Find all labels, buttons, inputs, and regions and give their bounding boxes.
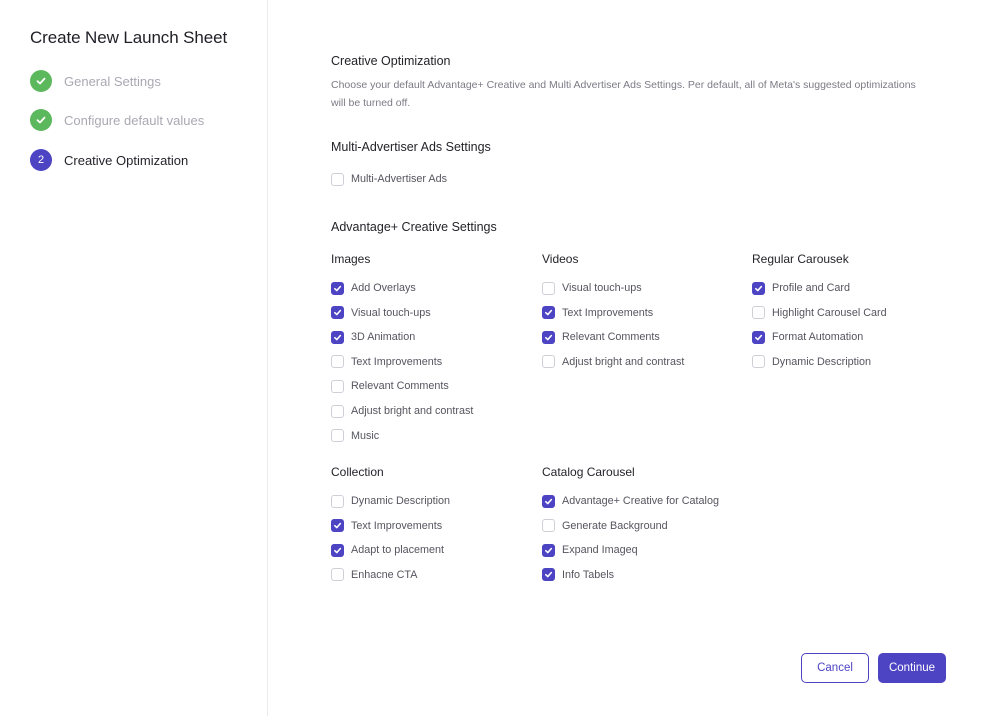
checkbox-advantage-creative-for-catalog[interactable] xyxy=(542,493,719,509)
checkbox-unchecked-icon[interactable] xyxy=(331,380,344,393)
checkbox-unchecked-icon[interactable] xyxy=(331,568,344,581)
checkbox-visual-touch-ups[interactable] xyxy=(542,280,642,296)
checkbox-visual-touch-ups[interactable] xyxy=(331,305,431,321)
checkbox-label: Music xyxy=(351,429,380,442)
checkbox-label: Adapt to placement xyxy=(351,544,445,557)
checkbox-unchecked-icon[interactable] xyxy=(331,355,344,368)
checkbox-3d-animation[interactable] xyxy=(331,329,415,345)
multi-advertiser-heading: Multi-Advertiser Ads Settings xyxy=(331,140,491,154)
cancel-button[interactable]: Cancel xyxy=(801,653,869,683)
videos-column-title: Videos xyxy=(542,252,579,266)
checkbox-label: Profile and Card xyxy=(772,282,851,294)
checkbox-text-improvements[interactable] xyxy=(542,305,653,321)
advantage-heading: Advantage+ Creative Settings xyxy=(331,220,497,234)
checkbox-music[interactable] xyxy=(331,428,379,444)
checkbox-label: Dynamic Description xyxy=(772,355,872,368)
checkbox-unchecked-icon[interactable] xyxy=(331,429,344,442)
checkbox-label: Dynamic Description xyxy=(351,495,451,507)
step-label: General Settings xyxy=(64,73,161,89)
checkbox-generate-background[interactable] xyxy=(542,518,668,534)
checkbox-checked-icon[interactable] xyxy=(752,331,765,344)
checkbox-checked-icon[interactable] xyxy=(331,544,344,557)
checkbox-profile-and-card[interactable] xyxy=(752,280,850,296)
checkbox-add-overlays[interactable] xyxy=(331,280,416,296)
checkbox-label: Add Overlays xyxy=(351,282,416,294)
checkbox-checked-icon[interactable] xyxy=(752,282,765,295)
checkbox-adjust-bright-and-contrast[interactable] xyxy=(331,403,473,419)
checkbox-unchecked-icon[interactable] xyxy=(752,355,765,368)
checkbox-checked-icon[interactable] xyxy=(542,568,555,581)
checkbox-label: Relevant Comments xyxy=(351,380,449,393)
page-description: Choose your default Advantage+ Creative and Multi Advertiser Ads Settings. Per default, all of Meta's suggested optimizations will be turned off. xyxy=(331,79,916,109)
checkbox-label: Advantage+ Creative for Catalog xyxy=(562,495,719,507)
checkbox-label: Visual touch-ups xyxy=(351,306,431,319)
checkbox-highlight-carousel-card[interactable] xyxy=(752,305,887,321)
checkbox-label: Visual touch-ups xyxy=(562,282,642,294)
checkbox-text-improvements[interactable] xyxy=(331,518,442,534)
checkbox-expand-imageq[interactable] xyxy=(542,542,638,558)
checkbox-label: Adjust bright and contrast xyxy=(562,355,685,368)
checkbox-adjust-bright-and-contrast[interactable] xyxy=(542,354,684,370)
checkbox-checked-icon[interactable] xyxy=(331,331,344,344)
checkbox-multi-advertiser-ads[interactable] xyxy=(331,171,447,187)
checkbox-relevant-comments[interactable] xyxy=(542,329,660,345)
checkbox-adapt-to-placement[interactable] xyxy=(331,542,444,558)
checkbox-unchecked-icon[interactable] xyxy=(331,173,344,186)
checkbox-unchecked-icon[interactable] xyxy=(542,355,555,368)
checkbox-checked-icon[interactable] xyxy=(542,331,555,344)
step-label: Creative Optimization xyxy=(64,152,189,168)
checkbox-dynamic-description[interactable] xyxy=(331,493,450,509)
step-creative-optimization[interactable] xyxy=(30,149,188,171)
checkbox-label: Enhacne CTA xyxy=(351,568,418,581)
checkbox-relevant-comments[interactable] xyxy=(331,378,449,394)
sidebar xyxy=(0,0,268,716)
images-column-title: Images xyxy=(331,252,371,266)
checkbox-unchecked-icon[interactable] xyxy=(542,282,555,295)
step-label: Configure default values xyxy=(64,112,205,128)
checkbox-unchecked-icon[interactable] xyxy=(752,306,765,319)
checkbox-label: Expand Imageq xyxy=(562,544,638,557)
catalog-column-title: Catalog Carousel xyxy=(542,465,635,479)
sidebar-title: Create New Launch Sheet xyxy=(30,28,228,47)
checkbox-label: Generate Background xyxy=(562,519,668,532)
checkbox-info-tabels[interactable] xyxy=(542,567,614,583)
checkbox-unchecked-icon[interactable] xyxy=(542,519,555,532)
checkbox-label: Multi-Advertiser Ads xyxy=(351,173,448,185)
checkbox-label: Relevant Comments xyxy=(562,331,660,344)
checkbox-dynamic-description[interactable] xyxy=(752,354,871,370)
step-configure-default-values[interactable] xyxy=(30,109,204,131)
step-general-settings[interactable] xyxy=(30,70,161,92)
carousel-column-title: Regular Carousek xyxy=(752,252,849,266)
main-content xyxy=(331,0,971,716)
checkbox-label: Adjust bright and contrast xyxy=(351,405,474,417)
checkbox-text-improvements[interactable] xyxy=(331,354,442,370)
checkbox-checked-icon[interactable] xyxy=(542,544,555,557)
checkbox-label: 3D Animation xyxy=(351,331,416,344)
checkbox-checked-icon[interactable] xyxy=(331,282,344,295)
checkbox-label: Text Improvements xyxy=(351,519,443,532)
checkbox-label: Format Automation xyxy=(772,331,864,344)
checkbox-unchecked-icon[interactable] xyxy=(331,405,344,418)
checkbox-label: Highlight Carousel Card xyxy=(772,306,887,319)
checkbox-label: Info Tabels xyxy=(562,568,615,581)
checkbox-unchecked-icon[interactable] xyxy=(331,495,344,508)
check-circle-icon xyxy=(30,109,52,131)
checkbox-checked-icon[interactable] xyxy=(331,519,344,532)
checkbox-label: Text Improvements xyxy=(562,306,654,319)
checkbox-checked-icon[interactable] xyxy=(542,495,555,508)
step-number-badge: 2 xyxy=(30,149,52,171)
checkbox-label: Text Improvements xyxy=(351,355,443,368)
continue-button[interactable]: Continue xyxy=(878,653,946,683)
collection-column-title: Collection xyxy=(331,465,384,479)
checkbox-enhacne-cta[interactable] xyxy=(331,567,417,583)
checkbox-checked-icon[interactable] xyxy=(542,306,555,319)
page-title: Creative Optimization xyxy=(331,54,451,68)
checkbox-format-automation[interactable] xyxy=(752,329,863,345)
check-circle-icon xyxy=(30,70,52,92)
checkbox-checked-icon[interactable] xyxy=(331,306,344,319)
